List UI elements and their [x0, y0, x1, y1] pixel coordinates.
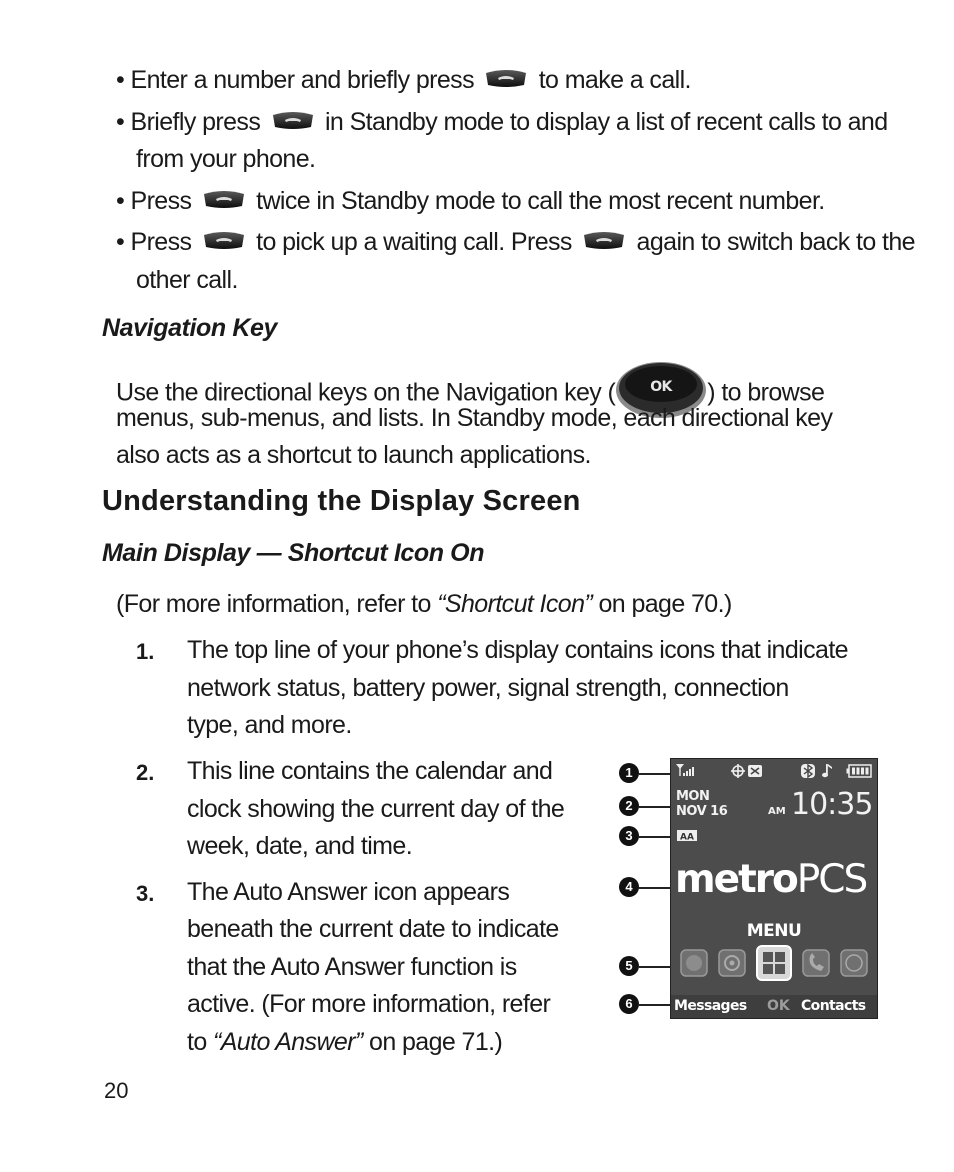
my-stuff-icon: [681, 950, 707, 976]
callout-4: 4: [619, 877, 639, 897]
item-line: This line contains the calendar and: [187, 757, 553, 785]
bullet-text: to make a call.: [538, 66, 691, 94]
calendar-date: [676, 789, 727, 819]
list-item: • Press twice in Standby mode to call the most recent number.: [116, 187, 825, 215]
main-display-subheading: Main Display — Shortcut Icon On: [102, 539, 485, 567]
nav-paragraph-line: menus, sub-menus, and lists. In Standby mode, each directional key: [116, 404, 833, 432]
bullet-continuation: other call.: [136, 266, 238, 294]
item-line: active. (For more information, refer: [187, 990, 551, 1018]
message-icon: [748, 765, 762, 777]
item-line: that the Auto Answer function is: [187, 953, 517, 981]
callout-line: [639, 887, 671, 889]
call-log-icon: [803, 950, 829, 976]
item-line: [187, 1024, 502, 1061]
callout-1: 1: [619, 763, 639, 783]
list-item: • Enter a number and briefly press to make a call.: [116, 66, 691, 94]
shortcut-icon-row: [681, 946, 867, 980]
reference-text: on page 70.): [592, 590, 732, 618]
callout-2: 2: [619, 796, 639, 816]
item-text: on page 71.): [362, 1028, 503, 1056]
callout-line: [639, 1004, 671, 1006]
signal-strength-icon: [676, 764, 694, 776]
soft-key-contacts[interactable]: Contacts: [801, 998, 866, 1014]
item-number: 2.: [136, 760, 155, 785]
logo-metro: metro: [675, 857, 797, 902]
item-number: 1.: [136, 639, 155, 664]
auto-answer-icon: [677, 830, 697, 843]
menu-grid-icon: [757, 946, 791, 980]
nav-text: Use the directional keys on the Navigation key (: [116, 378, 616, 407]
item-line: type, and more.: [187, 711, 352, 739]
item-number: 3.: [136, 881, 155, 906]
item-line: week, date, and time.: [187, 832, 413, 860]
soft-key-messages[interactable]: Messages: [674, 998, 747, 1014]
item-line: beneath the current date to indicate: [187, 915, 559, 943]
battery-icon: [847, 765, 872, 777]
logo-pcs: PCS: [796, 857, 867, 902]
item-line: network status, battery power, signal strength, connection: [187, 674, 789, 702]
page-number: 20: [104, 1078, 129, 1103]
reference-text: (For more information, refer to: [116, 590, 438, 618]
send-key-icon: [484, 69, 528, 89]
callout-3: 3: [619, 826, 639, 846]
nav-paragraph-line: also acts as a shortcut to launch applications.: [116, 441, 591, 469]
bullet-text: in Standby mode to display a list of recent calls to and: [324, 108, 888, 136]
phone-display-screen: [670, 758, 878, 1019]
shortcut-icon-link[interactable]: “Shortcut Icon”: [437, 590, 593, 618]
messaging-icon: [719, 950, 745, 976]
send-key-icon: [271, 111, 315, 131]
callout-5: 5: [619, 956, 639, 976]
list-item: • Press to pick up a waiting call. Press again to switch back to the: [116, 228, 915, 256]
auto-answer-label: AA: [680, 832, 694, 843]
bullet-text: Enter a number and briefly press: [130, 66, 474, 94]
list-item: • Briefly press in Standby mode to display a list of recent calls to and: [116, 108, 888, 136]
weekday-label: MON: [676, 789, 710, 804]
bullet-text: Press: [130, 187, 192, 215]
date-label: NOV 16: [676, 804, 728, 819]
soft-key-bar: [671, 995, 877, 1018]
callout-line: [639, 966, 671, 968]
browser-icon: [841, 950, 867, 976]
soft-key-ok[interactable]: OK: [767, 998, 790, 1014]
bullet-text: again to switch back to the: [636, 228, 915, 256]
reference-line: [116, 586, 732, 623]
ok-key-label: OK: [650, 379, 673, 395]
item-line: clock showing the current day of the: [187, 795, 565, 823]
item-text: to: [187, 1028, 213, 1056]
clock-time: 10:35: [791, 787, 873, 822]
callout-line: [639, 836, 671, 838]
section-heading: Understanding the Display Screen: [102, 485, 581, 517]
auto-answer-link[interactable]: “Auto Answer”: [213, 1028, 363, 1056]
bullet-text: to pick up a waiting call. Press: [256, 228, 572, 256]
bluetooth-icon: [801, 764, 815, 778]
send-key-icon: [202, 190, 246, 210]
location-icon: [731, 764, 745, 778]
item-line: The Auto Answer icon appears: [187, 878, 510, 906]
send-key-icon: [582, 231, 626, 251]
navigation-key-heading: Navigation Key: [102, 314, 278, 342]
ringer-icon: [822, 764, 832, 777]
am-pm-label: AM: [768, 806, 786, 817]
callout-6: 6: [619, 994, 639, 1014]
bullet-continuation: from your phone.: [136, 145, 316, 173]
nav-text: ) to browse: [707, 378, 825, 407]
callout-line: [639, 806, 671, 808]
bullet-text: twice in Standby mode to call the most recent number.: [256, 187, 825, 215]
send-key-icon: [202, 231, 246, 251]
metropcs-logo: [675, 859, 866, 901]
menu-label: MENU: [746, 921, 802, 941]
item-line: The top line of your phone’s display contains icons that indicate: [187, 636, 848, 664]
callout-line: [639, 773, 671, 775]
bullet-text: Briefly press: [130, 108, 261, 136]
bullet-text: Press: [130, 228, 192, 256]
